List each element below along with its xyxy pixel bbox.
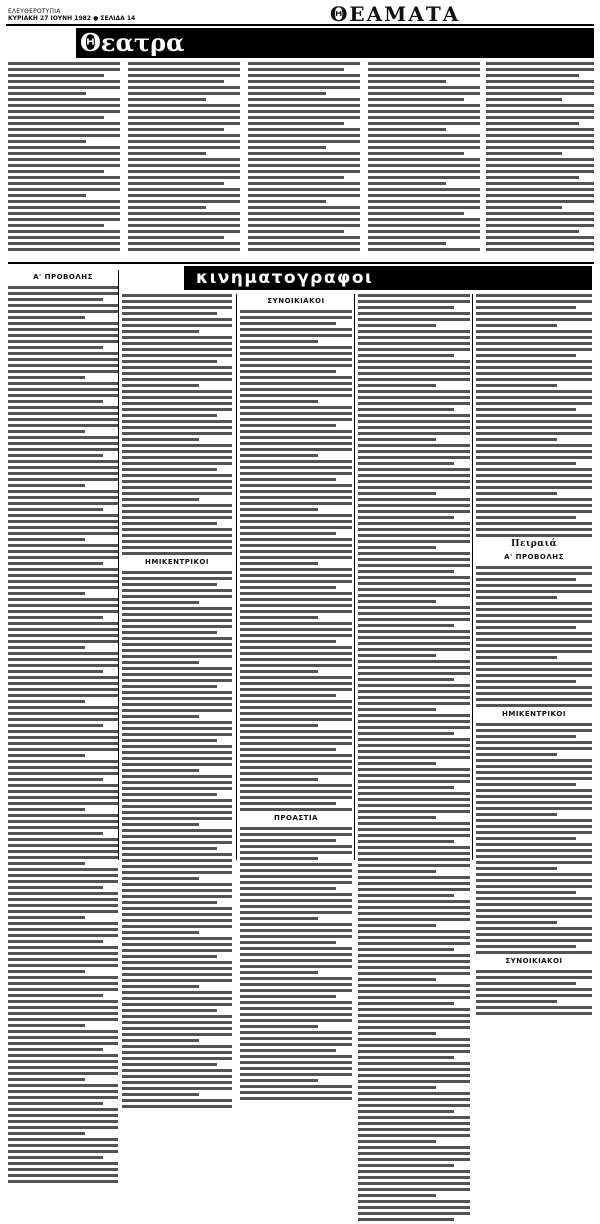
theatre-column-4 (368, 62, 480, 254)
cinema-column-5 (476, 294, 592, 1018)
cinema-column-4 (358, 294, 470, 1224)
column-divider (354, 294, 355, 860)
cinema-column-3 (240, 294, 352, 1103)
theatre-column-2 (128, 62, 240, 254)
cinema-banner (184, 266, 592, 290)
theatre-column-5 (486, 62, 594, 254)
theatre-column-3 (248, 62, 360, 254)
heading-peiraia: Πειραιά (510, 539, 558, 549)
heading-syn-2: ΣΥΝΟΙΚΙΑΚΟΙ (505, 957, 563, 965)
theatre-banner (76, 28, 594, 58)
column-divider (236, 294, 237, 860)
page-line: ΕΛΕΥΘΕΡΟΤΥΠΙΑ (8, 8, 61, 15)
column-divider (472, 294, 473, 860)
heading-syn-1: ΣΥΝΟΙΚΙΑΚΟΙ (267, 297, 325, 305)
theatre-listings (8, 58, 594, 264)
column-divider (118, 270, 119, 860)
top-rule (6, 24, 594, 26)
date-line: ΚΥΡΙΑΚΗ 27 ΙΟΥΝΗ 1982 ● ΣΕΛΙΔΑ 14 (8, 15, 136, 22)
cinema-banner-title: κινηματογραφοι (196, 268, 374, 288)
theatre-banner-title: Θεατρα (80, 28, 185, 57)
masthead: ΘΕΑΜΑΤΑ (330, 2, 461, 26)
heading-hmik-1: ΗΜΙΚΕΝΤΡΙΚΟΙ (145, 558, 209, 566)
cinema-column-1 (8, 270, 118, 1186)
cinema-column-2 (122, 294, 232, 1111)
heading-first-run: Α' ΠΡΟΒΟΛΗΣ (33, 273, 93, 281)
heading-hmik-2: ΗΜΙΚΕΝΤΡΙΚΟΙ (502, 710, 566, 718)
heading-proastia: ΠΡΟΑΣΤΙΑ (274, 814, 318, 822)
heading-a-provolis-2: Α' ΠΡΟΒΟΛΗΣ (504, 553, 564, 561)
theatre-column-1 (8, 62, 120, 254)
